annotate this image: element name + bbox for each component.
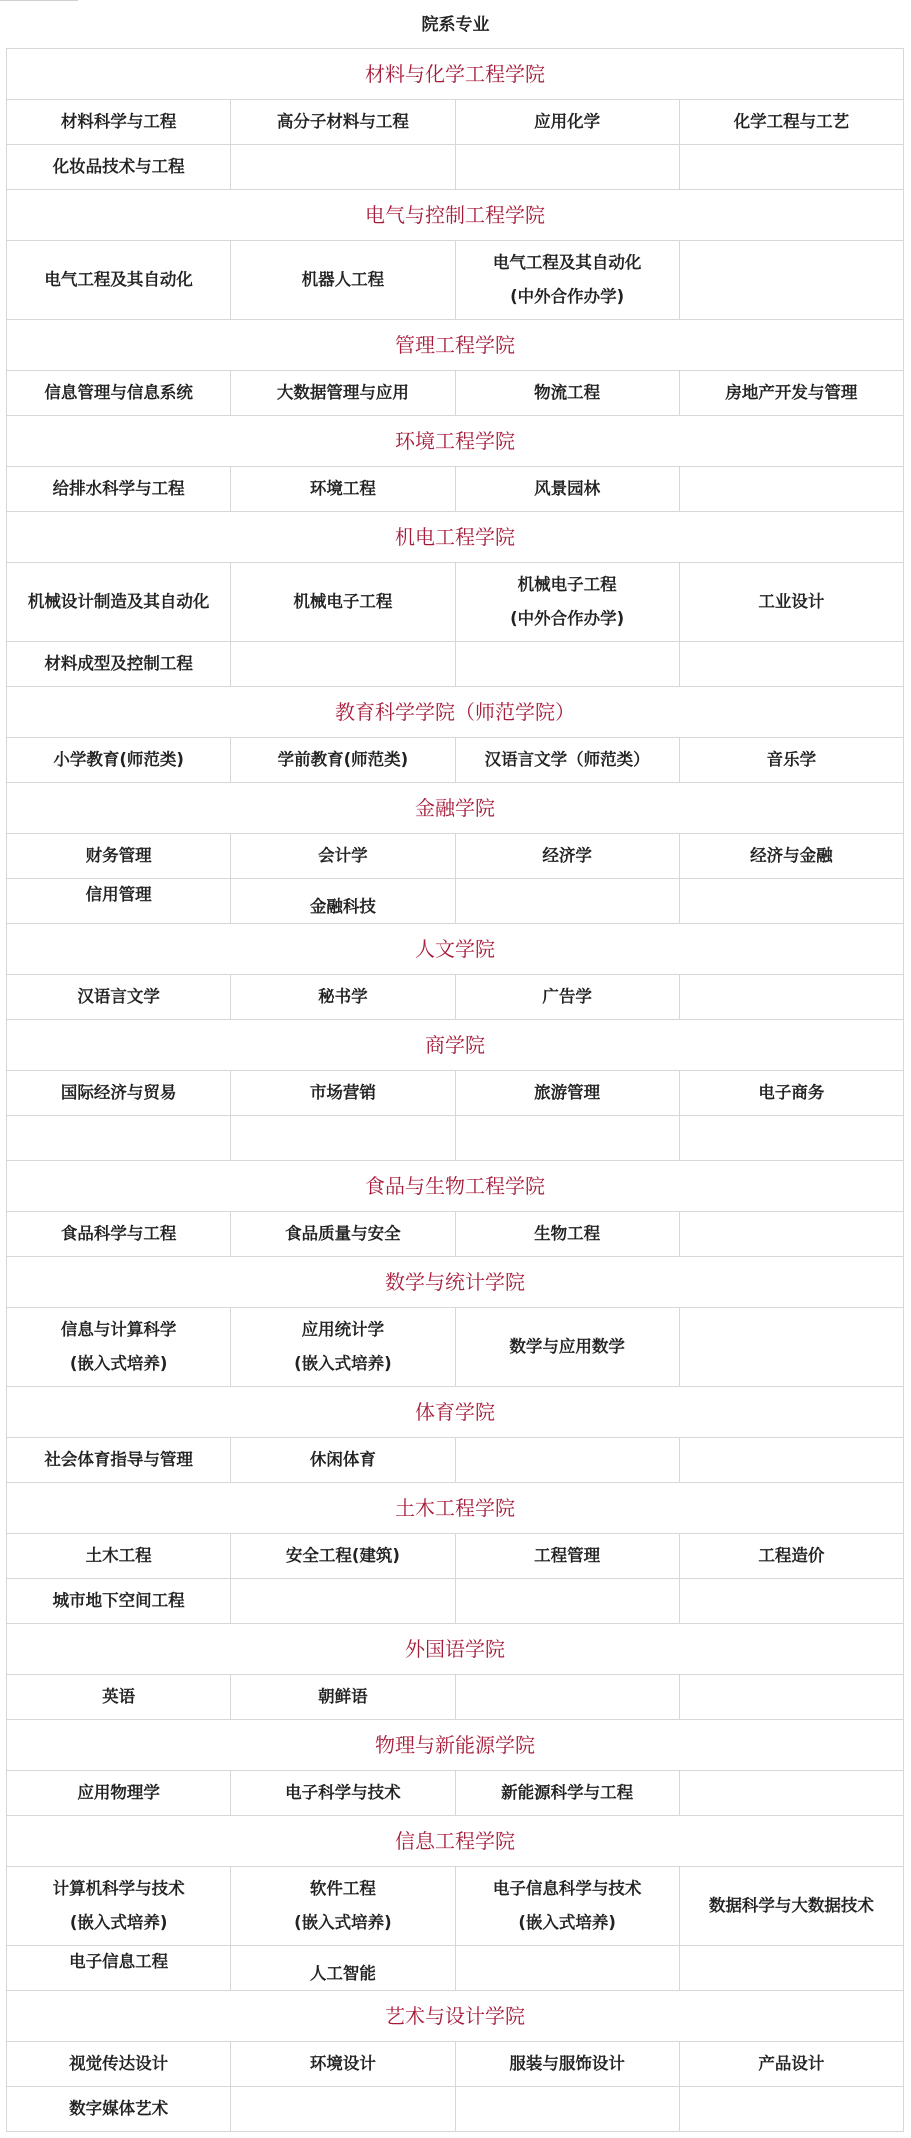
school-header-row bbox=[7, 320, 904, 371]
major-name: 风景园林 bbox=[534, 479, 601, 498]
school-name: 机电工程学院 bbox=[7, 512, 904, 563]
empty-cell bbox=[679, 1116, 903, 1161]
school-name: 艺术与设计学院 bbox=[7, 1991, 904, 2042]
major-name: 金融科技 bbox=[309, 897, 376, 916]
major-row bbox=[7, 1308, 904, 1387]
school-header-row bbox=[7, 190, 904, 241]
major-name: 机械电子工程 bbox=[293, 592, 393, 611]
major-cell bbox=[455, 241, 679, 320]
major-cell bbox=[7, 834, 231, 879]
major-cell bbox=[7, 467, 231, 512]
major-name: 小学教育(师范类) bbox=[53, 750, 184, 769]
school-header-row bbox=[7, 1020, 904, 1071]
school-name: 电气与控制工程学院 bbox=[7, 190, 904, 241]
major-name: 朝鲜语 bbox=[318, 1687, 368, 1706]
major-name: 人工智能 bbox=[309, 1964, 376, 1983]
major-name: 电气工程及其自动化 bbox=[492, 253, 642, 272]
major-name: 国际经济与贸易 bbox=[60, 1083, 177, 1102]
school-name: 材料与化学工程学院 bbox=[7, 49, 904, 100]
major-cell bbox=[7, 1212, 231, 1257]
major-row bbox=[7, 975, 904, 1020]
empty-cell bbox=[679, 1212, 903, 1257]
major-cell bbox=[455, 467, 679, 512]
major-name: 电子信息科学与技术 bbox=[492, 1879, 642, 1898]
empty-cell bbox=[231, 2087, 455, 2132]
major-name: 城市地下空间工程 bbox=[52, 1591, 185, 1610]
empty-cell bbox=[679, 1946, 903, 1991]
major-row bbox=[7, 145, 904, 190]
major-cell bbox=[7, 1675, 231, 1720]
major-name: 广告学 bbox=[542, 987, 592, 1006]
major-cell bbox=[455, 834, 679, 879]
major-name: 市场营销 bbox=[309, 1083, 376, 1102]
school-name: 教育科学学院（师范学院） bbox=[7, 687, 904, 738]
major-cell bbox=[231, 879, 455, 924]
major-cell bbox=[455, 1212, 679, 1257]
empty-cell bbox=[455, 2087, 679, 2132]
major-name: 应用统计学 bbox=[301, 1320, 385, 1339]
school-name: 外国语学院 bbox=[7, 1624, 904, 1675]
major-name: 安全工程(建筑) bbox=[285, 1546, 400, 1565]
major-name: 社会体育指导与管理 bbox=[44, 1450, 193, 1469]
major-name: 机械设计制造及其自动化 bbox=[27, 592, 210, 611]
empty-cell bbox=[679, 1675, 903, 1720]
major-name: 电子商务 bbox=[758, 1083, 825, 1102]
major-cell bbox=[7, 1867, 231, 1946]
empty-cell bbox=[679, 2087, 903, 2132]
major-cell bbox=[231, 1771, 455, 1816]
major-cell bbox=[679, 371, 903, 416]
major-cell bbox=[455, 738, 679, 783]
major-row bbox=[7, 563, 904, 642]
major-row bbox=[7, 241, 904, 320]
major-cell bbox=[7, 1534, 231, 1579]
major-cell bbox=[679, 1534, 903, 1579]
school-header-row bbox=[7, 416, 904, 467]
majors-table-body bbox=[7, 49, 904, 2132]
major-name: 工程管理 bbox=[534, 1546, 601, 1565]
major-row bbox=[7, 467, 904, 512]
major-name: 给排水科学与工程 bbox=[52, 479, 185, 498]
major-cell bbox=[455, 1071, 679, 1116]
major-name: 汉语言文学（师范类） bbox=[484, 750, 650, 769]
empty-cell bbox=[455, 1675, 679, 1720]
school-name: 商学院 bbox=[7, 1020, 904, 1071]
school-name: 土木工程学院 bbox=[7, 1483, 904, 1534]
major-name: 生物工程 bbox=[534, 1224, 601, 1243]
major-cell bbox=[7, 563, 231, 642]
major-cell bbox=[455, 563, 679, 642]
major-name: 音乐学 bbox=[766, 750, 817, 769]
school-header-row bbox=[7, 687, 904, 738]
school-header-row bbox=[7, 1161, 904, 1212]
major-cell bbox=[7, 2087, 231, 2132]
major-row bbox=[7, 2042, 904, 2087]
major-cell bbox=[7, 241, 231, 320]
major-name: 信息管理与信息系统 bbox=[44, 383, 193, 402]
major-cell bbox=[455, 1867, 679, 1946]
major-cell bbox=[679, 1071, 903, 1116]
major-note: (嵌入式培养) bbox=[69, 1913, 168, 1932]
major-name: 视觉传达设计 bbox=[69, 2054, 169, 2073]
school-header-row bbox=[7, 512, 904, 563]
top-divider bbox=[0, 0, 78, 1]
major-row bbox=[7, 1438, 904, 1483]
major-row bbox=[7, 1534, 904, 1579]
major-row bbox=[7, 738, 904, 783]
major-cell bbox=[455, 975, 679, 1020]
major-cell bbox=[231, 1308, 455, 1387]
empty-cell bbox=[231, 1579, 455, 1624]
major-name: 食品质量与安全 bbox=[285, 1224, 401, 1243]
major-cell bbox=[231, 1071, 455, 1116]
major-cell bbox=[7, 1771, 231, 1816]
major-name: 高分子材料与工程 bbox=[276, 112, 409, 131]
empty-cell bbox=[455, 1116, 679, 1161]
major-cell bbox=[679, 563, 903, 642]
major-note: (中外合作办学) bbox=[510, 609, 625, 628]
major-cell bbox=[679, 2042, 903, 2087]
major-name: 软件工程 bbox=[309, 1879, 376, 1898]
school-header-row bbox=[7, 49, 904, 100]
major-cell bbox=[679, 100, 903, 145]
major-cell bbox=[455, 1771, 679, 1816]
major-cell bbox=[7, 1071, 231, 1116]
school-header-row bbox=[7, 1257, 904, 1308]
school-header-row bbox=[7, 1483, 904, 1534]
major-cell bbox=[7, 371, 231, 416]
major-name: 经济与金融 bbox=[750, 846, 833, 865]
major-name: 环境设计 bbox=[309, 2054, 376, 2073]
major-cell bbox=[455, 371, 679, 416]
major-row bbox=[7, 1116, 904, 1161]
major-name: 机器人工程 bbox=[301, 270, 385, 289]
major-row bbox=[7, 1771, 904, 1816]
major-cell bbox=[679, 1867, 903, 1946]
empty-cell bbox=[679, 145, 903, 190]
major-cell bbox=[231, 467, 455, 512]
major-cell bbox=[7, 100, 231, 145]
empty-cell bbox=[231, 145, 455, 190]
major-name: 产品设计 bbox=[758, 2054, 825, 2073]
major-name: 新能源科学与工程 bbox=[501, 1783, 634, 1802]
empty-cell bbox=[455, 145, 679, 190]
major-name: 材料科学与工程 bbox=[60, 112, 177, 131]
empty-cell bbox=[231, 1116, 455, 1161]
school-name: 管理工程学院 bbox=[7, 320, 904, 371]
empty-cell bbox=[7, 1116, 231, 1161]
major-name: 应用物理学 bbox=[77, 1783, 160, 1802]
empty-cell bbox=[455, 1579, 679, 1624]
major-name: 数字媒体艺术 bbox=[69, 2099, 169, 2118]
major-name: 材料成型及控制工程 bbox=[44, 654, 193, 673]
major-cell bbox=[231, 1867, 455, 1946]
major-name: 秘书学 bbox=[318, 987, 368, 1006]
empty-cell bbox=[679, 642, 903, 687]
major-name: 化学工程与工艺 bbox=[733, 112, 850, 131]
page-title: 院系专业 bbox=[421, 15, 490, 35]
major-row bbox=[7, 879, 904, 924]
major-row bbox=[7, 1212, 904, 1257]
school-header-row bbox=[7, 1387, 904, 1438]
major-name: 土木工程 bbox=[85, 1546, 152, 1565]
major-name: 工业设计 bbox=[758, 592, 825, 611]
major-cell bbox=[455, 1308, 679, 1387]
major-cell bbox=[7, 1308, 231, 1387]
major-cell bbox=[455, 2042, 679, 2087]
major-name: 服装与服饰设计 bbox=[509, 2054, 625, 2073]
school-header-row bbox=[7, 924, 904, 975]
major-cell bbox=[7, 1946, 231, 1991]
major-name: 会计学 bbox=[318, 846, 368, 865]
school-name: 食品与生物工程学院 bbox=[7, 1161, 904, 1212]
school-header-row bbox=[7, 1991, 904, 2042]
major-name: 电子信息工程 bbox=[69, 1952, 169, 1971]
major-name: 汉语言文学 bbox=[77, 987, 160, 1006]
major-cell bbox=[7, 642, 231, 687]
major-name: 数据科学与大数据技术 bbox=[708, 1896, 874, 1915]
major-name: 经济学 bbox=[542, 846, 592, 865]
major-cell bbox=[231, 1675, 455, 1720]
major-cell bbox=[231, 241, 455, 320]
empty-cell bbox=[679, 879, 903, 924]
empty-cell bbox=[679, 1771, 903, 1816]
major-note: (嵌入式培养) bbox=[518, 1913, 616, 1932]
empty-cell bbox=[679, 1579, 903, 1624]
major-cell bbox=[231, 738, 455, 783]
major-row bbox=[7, 1071, 904, 1116]
major-cell bbox=[231, 1438, 455, 1483]
school-header-row bbox=[7, 1720, 904, 1771]
major-name: 英语 bbox=[102, 1687, 136, 1706]
major-name: 电子科学与技术 bbox=[285, 1783, 401, 1802]
empty-cell bbox=[455, 879, 679, 924]
major-cell bbox=[231, 371, 455, 416]
major-name: 工程造价 bbox=[758, 1546, 825, 1565]
major-name: 环境工程 bbox=[309, 479, 376, 498]
major-name: 学前教育(师范类) bbox=[277, 750, 409, 769]
empty-cell bbox=[455, 1438, 679, 1483]
major-name: 应用化学 bbox=[534, 112, 601, 131]
school-header-row bbox=[7, 1624, 904, 1675]
major-name: 食品科学与工程 bbox=[60, 1224, 177, 1243]
major-name: 数学与应用数学 bbox=[509, 1337, 625, 1356]
major-name: 物流工程 bbox=[534, 383, 601, 402]
major-cell bbox=[455, 1534, 679, 1579]
empty-cell bbox=[679, 467, 903, 512]
major-cell bbox=[231, 100, 455, 145]
major-name: 计算机科学与技术 bbox=[52, 1879, 185, 1898]
major-cell bbox=[231, 1534, 455, 1579]
school-name: 金融学院 bbox=[7, 783, 904, 834]
major-cell bbox=[455, 100, 679, 145]
major-row bbox=[7, 642, 904, 687]
major-row bbox=[7, 1579, 904, 1624]
major-cell bbox=[231, 975, 455, 1020]
school-name: 环境工程学院 bbox=[7, 416, 904, 467]
major-row bbox=[7, 1675, 904, 1720]
empty-cell bbox=[679, 241, 903, 320]
major-cell bbox=[7, 1438, 231, 1483]
major-row bbox=[7, 2087, 904, 2132]
empty-cell bbox=[455, 642, 679, 687]
major-row bbox=[7, 1946, 904, 1991]
major-name: 信用管理 bbox=[85, 885, 152, 904]
major-cell bbox=[7, 1579, 231, 1624]
major-cell bbox=[7, 738, 231, 783]
major-cell bbox=[679, 834, 903, 879]
school-header-row bbox=[7, 783, 904, 834]
major-name: 机械电子工程 bbox=[517, 575, 617, 594]
empty-cell bbox=[679, 975, 903, 1020]
major-note: (嵌入式培养) bbox=[69, 1354, 168, 1373]
major-row bbox=[7, 1867, 904, 1946]
empty-cell bbox=[231, 642, 455, 687]
major-name: 信息与计算科学 bbox=[60, 1320, 177, 1339]
empty-cell bbox=[679, 1438, 903, 1483]
majors-table bbox=[6, 48, 904, 2132]
school-name: 人文学院 bbox=[7, 924, 904, 975]
school-header-row bbox=[7, 1816, 904, 1867]
major-name: 电气工程及其自动化 bbox=[44, 270, 193, 289]
major-cell bbox=[7, 975, 231, 1020]
major-cell bbox=[679, 738, 903, 783]
major-row bbox=[7, 100, 904, 145]
empty-cell bbox=[679, 1308, 903, 1387]
major-note: (嵌入式培养) bbox=[294, 1913, 392, 1932]
major-cell bbox=[231, 2042, 455, 2087]
major-cell bbox=[231, 834, 455, 879]
school-name: 信息工程学院 bbox=[7, 1816, 904, 1867]
major-name: 化妆品技术与工程 bbox=[52, 157, 185, 176]
major-name: 休闲体育 bbox=[309, 1450, 376, 1469]
major-cell bbox=[7, 145, 231, 190]
major-note: (中外合作办学) bbox=[510, 287, 625, 306]
school-name: 数学与统计学院 bbox=[7, 1257, 904, 1308]
major-name: 旅游管理 bbox=[534, 1083, 601, 1102]
school-name: 体育学院 bbox=[7, 1387, 904, 1438]
major-cell bbox=[7, 879, 231, 924]
major-name: 财务管理 bbox=[85, 846, 152, 865]
major-name: 房地产开发与管理 bbox=[725, 383, 858, 402]
major-name: 大数据管理与应用 bbox=[276, 383, 409, 402]
major-note: (嵌入式培养) bbox=[294, 1354, 392, 1373]
major-row bbox=[7, 834, 904, 879]
major-cell bbox=[231, 563, 455, 642]
major-cell bbox=[231, 1946, 455, 1991]
school-name: 物理与新能源学院 bbox=[7, 1720, 904, 1771]
major-cell bbox=[7, 2042, 231, 2087]
major-row bbox=[7, 371, 904, 416]
empty-cell bbox=[455, 1946, 679, 1991]
major-cell bbox=[231, 1212, 455, 1257]
